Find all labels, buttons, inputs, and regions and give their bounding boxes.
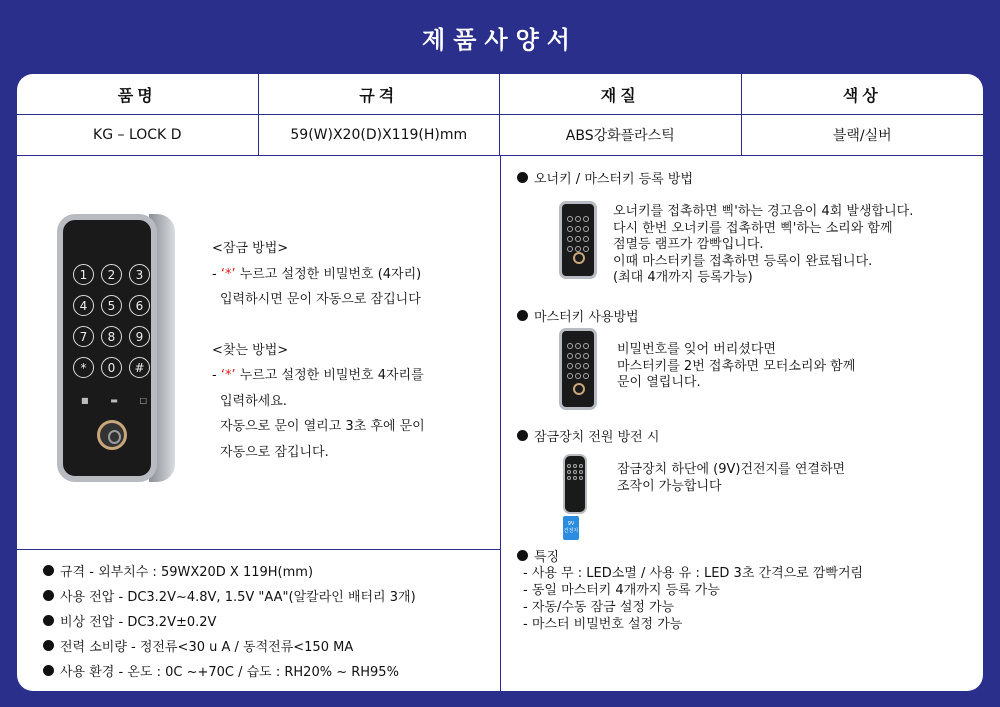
vertical-divider bbox=[500, 156, 501, 691]
key-0: 0 bbox=[101, 357, 122, 378]
key-hash: # bbox=[129, 357, 150, 378]
bullet-icon bbox=[43, 590, 54, 601]
value-dimensions: 59(W)X20(D)X119(H)mm bbox=[259, 115, 501, 155]
lock-thumbnail bbox=[559, 328, 597, 410]
fingerprint-sensor-icon bbox=[573, 252, 585, 264]
lock-thumbnail bbox=[559, 201, 597, 279]
find-method-line3: 자동으로 문이 열리고 3초 후에 문이 bbox=[220, 419, 425, 434]
bullet-icon bbox=[43, 640, 54, 651]
page-title: 제품사양서 bbox=[422, 25, 578, 54]
key-6: 6 bbox=[129, 295, 150, 316]
lock-body bbox=[57, 214, 157, 482]
bullet-icon bbox=[43, 665, 54, 676]
find-method-title: <찾는 방법> bbox=[212, 342, 289, 358]
keypad bbox=[73, 264, 153, 378]
fingerprint-sensor-icon bbox=[97, 420, 127, 450]
master-key-section-title: 마스터키 사용방법 bbox=[517, 306, 639, 325]
horizontal-divider bbox=[17, 549, 500, 550]
header-product-name: 품명 bbox=[17, 74, 259, 114]
status-icons bbox=[81, 396, 147, 405]
features-list: - 사용 무 : LED소멸 / 사용 유 : LED 3초 간격으로 깜빡거림 - 동일 마스터키 4개까지 등록 가능 - 자동/수동 잠금 설정 가능 - 마스터 비밀번호 설정 가능 bbox=[523, 566, 864, 632]
header-material: 재질 bbox=[500, 74, 742, 114]
battery-icon: ▬ bbox=[110, 396, 118, 405]
bullet-icon bbox=[517, 172, 528, 183]
key-8: 8 bbox=[101, 326, 122, 347]
unlock-icon: □ bbox=[139, 396, 147, 405]
spec-table bbox=[17, 74, 983, 156]
find-method-line1: - ‘*’ 누르고 설정한 비밀번호 4자리를 bbox=[212, 368, 424, 383]
value-color: 블랙/실버 bbox=[832, 128, 892, 144]
key-7: 7 bbox=[73, 326, 94, 347]
bullet-icon bbox=[43, 565, 54, 576]
spec-item: 규격 - 외부치수 : 59WX20D X 119H(mm) bbox=[43, 558, 493, 583]
find-method-line2: 입력하세요. bbox=[220, 393, 287, 409]
spec-item: 사용 전압 - DC3.2V~4.8V, 1.5V "AA"(알칼라인 배터리 3개) bbox=[43, 583, 493, 608]
spec-table-values bbox=[17, 115, 983, 156]
lock-method-line1: - ‘*’ 누르고 설정한 비밀번호 (4자리) bbox=[212, 266, 422, 282]
lock-thumbnail bbox=[563, 454, 587, 514]
key-star: * bbox=[73, 357, 94, 378]
key-5: 5 bbox=[101, 295, 122, 316]
spec-list bbox=[43, 558, 493, 683]
header-dimensions: 규격 bbox=[259, 74, 501, 114]
lock-product-image bbox=[57, 214, 175, 482]
bullet-icon bbox=[517, 310, 528, 321]
star-key-label: ‘*’ bbox=[220, 368, 236, 383]
header-color: 색상 bbox=[842, 85, 882, 105]
power-section-title: 잠금장치 전원 방전 시 bbox=[517, 426, 659, 445]
features-section-title: 특징 bbox=[517, 546, 559, 565]
spec-table-header bbox=[17, 74, 983, 115]
owner-key-instructions: 오너키를 접촉하면 삑'하는 경고음이 4회 발생합니다. 다시 한번 오너키를 접촉하면 삑'하는 소리와 함께 점멸등 램프가 깜빡입니다. 이때 마스터키를 접촉하면 등록이 완료됩니다. (최대 4개까지 등록가능) bbox=[613, 204, 914, 285]
battery-9v-icon: 9V 건전지 bbox=[563, 516, 579, 540]
value-product-name: KG – LOCK D bbox=[17, 115, 259, 155]
spec-item: 사용 환경 - 온도 : 0C ~+70C / 습도 : RH20% ~ RH95% bbox=[43, 658, 493, 683]
lock-method-line2: 입력하시면 문이 자동으로 잠깁니다 bbox=[220, 292, 421, 307]
power-instructions: 잠금장치 하단에 (9V)건전지를 연결하면 조작이 가능합니다 bbox=[617, 462, 846, 494]
master-key-instructions: 비밀번호를 잊어 버리셨다면 마스터키를 2번 접촉하면 모터소리와 함께 문이 열립니다. bbox=[617, 342, 856, 390]
bullet-icon bbox=[517, 550, 528, 561]
key-1: 1 bbox=[73, 264, 94, 285]
fingerprint-sensor-icon bbox=[573, 383, 585, 395]
key-9: 9 bbox=[129, 326, 150, 347]
lock-icon: ■ bbox=[81, 396, 89, 405]
lock-method-title: <잠금 방법> bbox=[212, 241, 289, 256]
owner-key-section-title: 오너키 / 마스터키 등록 방법 bbox=[517, 168, 693, 187]
bullet-icon bbox=[517, 430, 528, 441]
key-2: 2 bbox=[101, 264, 122, 285]
usage-instructions bbox=[212, 236, 492, 465]
bullet-icon bbox=[43, 615, 54, 626]
star-key-label: ‘*’ bbox=[220, 266, 236, 282]
value-material: ABS강화플라스틱 bbox=[500, 115, 742, 155]
spec-item: 전력 소비량 - 정전류<30 u A / 동적전류<150 MA bbox=[43, 633, 493, 658]
key-3: 3 bbox=[129, 264, 150, 285]
key-4: 4 bbox=[73, 295, 94, 316]
spec-sheet-panel bbox=[17, 74, 983, 691]
spec-item: 비상 전압 - DC3.2V±0.2V bbox=[43, 608, 493, 633]
find-method-line4: 자동으로 잠깁니다. bbox=[220, 444, 329, 460]
